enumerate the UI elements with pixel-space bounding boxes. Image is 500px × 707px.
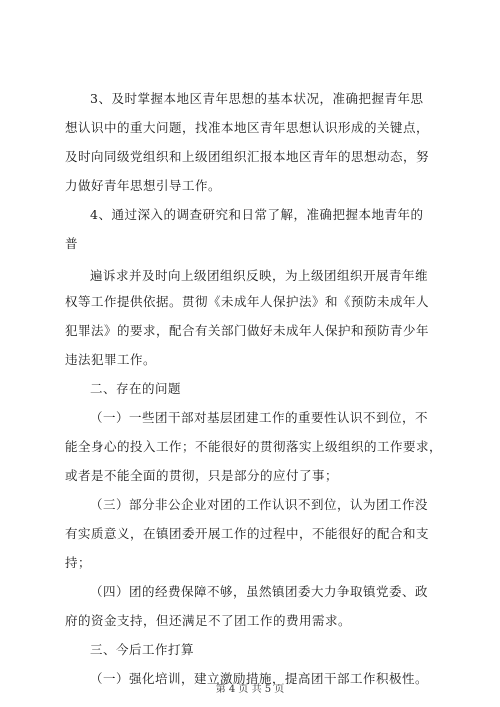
text-line: 3、及时掌握本地区青年思想的基本状况，准确把握青年思 [90, 91, 424, 106]
section-heading: 三、今后工作打算 [90, 642, 195, 657]
text-line: （一）一些团干部对基层团建工作的重要性认识不到位，不 [90, 410, 429, 425]
text-line: 力做好青年思想引导工作。 [65, 178, 222, 193]
section-heading: 二、存在的问题 [90, 381, 182, 396]
text-line: 或者是不能全面的贯彻，只是部分的应付了事； [65, 468, 339, 483]
text-line: 府的资金支持，但还满足不了团工作的费用需求。 [65, 613, 352, 628]
text-line: （四）团的经费保障不够，虽然镇团委大力争取镇党委、政 [90, 584, 429, 599]
text-line: 持； [65, 555, 92, 570]
text-line: 有实质意义，在镇团委开展工作的过程中，不能很好的配合和支 [65, 526, 430, 541]
text-line: 及时向同级党组织和上级团组织汇报本地区青年的思想动态，努 [65, 149, 430, 164]
text-line: 犯罪法》的要求，配合有关部门做好未成年人保护和预防青少年 [65, 323, 430, 338]
text-line: 遍诉求并及时向上级团组织反映，为上级团组织开展青年维 [90, 268, 429, 283]
text-line: 4、通过深入的调查研究和日常了解，准确把握本地青年的 [90, 207, 424, 222]
text-line: （一）强化培训，建立激励措施，提高团干部工作积极性。 [90, 671, 429, 686]
text-line: 权等工作提供依据。贯彻《未成年人保护法》和《预防未成年人 [65, 294, 430, 309]
text-line: 想认识中的重大问题，找准本地区青年思想认识形成的关键点， [65, 120, 430, 135]
text-line: 能全身心的投入工作；不能很好的贯彻落实上级组织的工作要求， [65, 439, 443, 454]
page-footer: 第 4 页 共 5 页 [215, 684, 285, 695]
text-line: 普 [65, 236, 79, 251]
text-line: （三）部分非公企业对团的工作认识不到位，认为团工作没 [90, 497, 429, 512]
text-line: 违法犯罪工作。 [65, 352, 157, 367]
